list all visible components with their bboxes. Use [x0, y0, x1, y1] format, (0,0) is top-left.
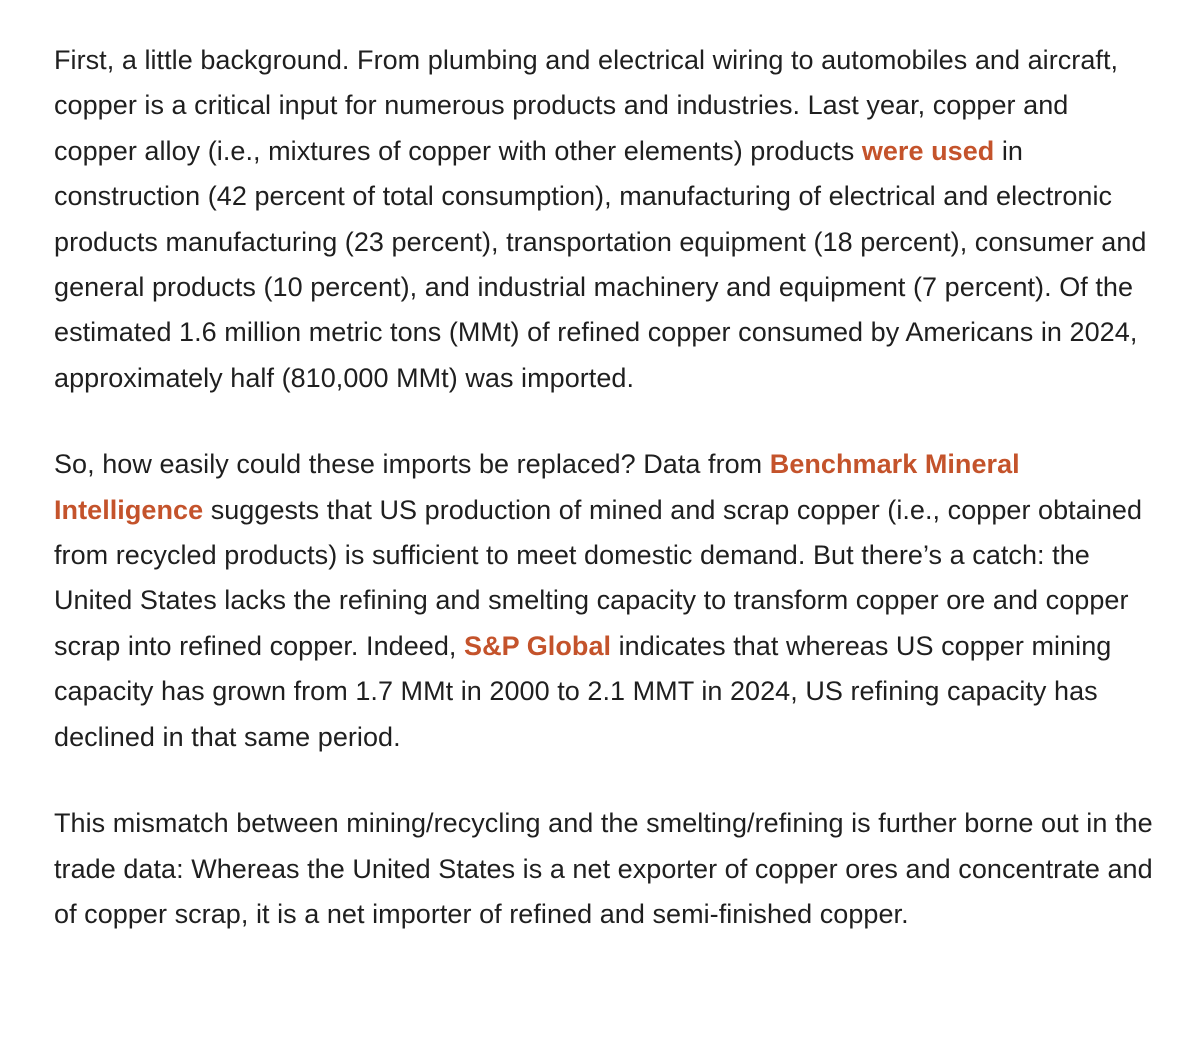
paragraph-background	[54, 38, 1154, 401]
paragraph-text: in construction (42 percent of total consumption), manufacturing of electrical and electronic products manufacturing (23 percent), transportation equipment (18 percent), consumer and general products (10 percent), and industrial machinery and equipment (7 percent). Of the estimated 1.6 million metric tons (MMt) of refined copper consumed by Americans in 2024, approximately half (810,000 MMt) was imported.	[54, 135, 1147, 393]
paragraph-imports	[54, 442, 1154, 760]
paragraph-text: indicates that whereas US copper mining capacity has grown from 1.7 MMt in 2000 to 2.1 MMT in 2024, US refining capacity has declined in that same period.	[54, 630, 1112, 752]
paragraph-text: This mismatch between mining/recycling and the smelting/refining is further borne out in the trade data: Whereas the United States is a net exporter of copper ores and concentrate and of copper scrap, it is a net importer of refined and semi-finished copper.	[54, 808, 1153, 929]
paragraph-text: suggests that US production of mined and scrap copper (i.e., copper obtained from recycled products) is sufficient to meet domestic demand. But there’s a catch: the United States lacks the refining and smelting capacity to transform copper ore and copper scrap into refined copper. Indeed,	[54, 494, 1143, 661]
link-benchmark-mineral-intelligence[interactable]: Benchmark Mineral Intelligence	[54, 449, 1020, 525]
link-were-used[interactable]: were used	[861, 135, 995, 166]
link-sp-global[interactable]: S&P Global	[464, 630, 612, 661]
paragraph-mismatch	[54, 801, 1154, 937]
paragraph-text: So, how easily could these imports be replaced? Data from	[54, 449, 770, 480]
paragraph-text: First, a little background. From plumbing and electrical wiring to automobiles and aircraft, copper is a critical input for numerous products and industries. Last year, copper and copper alloy (i.e., mixtures of copper with other elements) products	[54, 45, 1119, 166]
article-body	[54, 38, 1154, 937]
